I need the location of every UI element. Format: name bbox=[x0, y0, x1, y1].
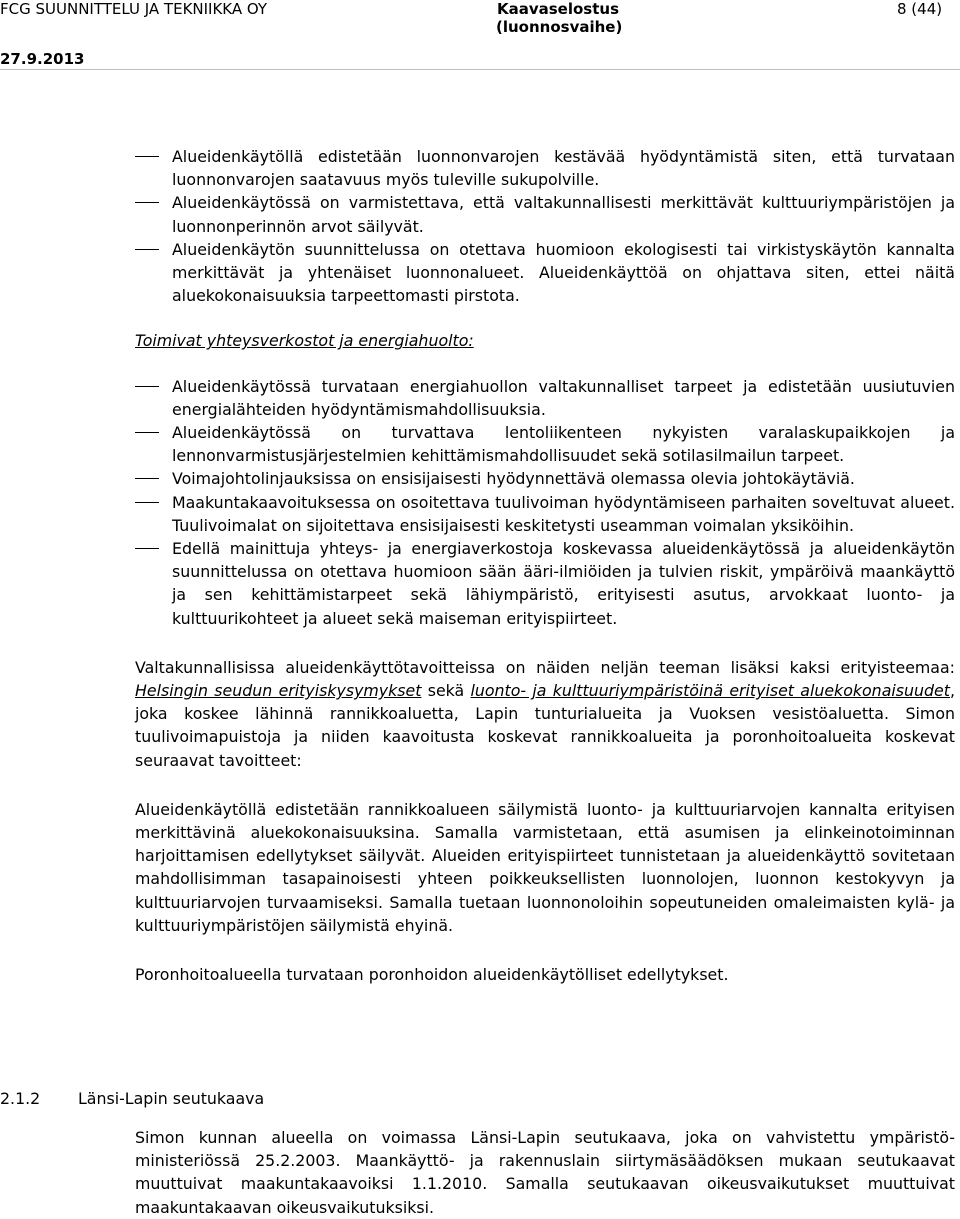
header-rule bbox=[0, 69, 960, 70]
list-item: Alueidenkäytön suunnittelussa on otettava huomioon ekologisesti tai virkistyskäytön kannalta merkittävät ja yhtenäiset luonnonalueet. Alueidenkäyttöä on ohjattava siten, ettei näitä aluekokonaisuuksia tarpeettomasti pirstota. bbox=[135, 238, 955, 308]
list-item: Alueidenkäytössä on varmistettava, että valtakunnallisesti merkittävät kulttuuriympäristöjen ja luonnonperinnön arvot säilyvät. bbox=[135, 191, 955, 237]
document-date: 27.9.2013 bbox=[0, 50, 85, 68]
paragraph-coastal: Alueidenkäytöllä edistetään rannikkoalueen säilymistä luonto- ja kulttuuriarvojen kannalta erityisen merkittävinä aluekokonaisuuksina. Samalla varmistetaan, että asumisen ja elinkeinotoiminnan harjoittamisen edellytykset säilyvät. Alueiden erityispiirteet tunnistetaan ja alueidenkäyttö sovitetaan mahdollisimman tasapainoisesti yhteen poikkeuksellisten luonnolojen, luonnon kestokyvyn ja kulttuuriarvojen turvaamiseksi. Samalla tuetaan luonnonoloihin sopeutuneiden omaleimaisten kylä- ja kulttuuriympäristöjen säilymistä ehyinä. bbox=[135, 799, 955, 935]
dash-bullet-icon bbox=[135, 202, 159, 203]
spacer bbox=[135, 630, 955, 656]
spacer bbox=[135, 307, 955, 329]
spacer bbox=[135, 772, 955, 798]
document-title: Kaavaselostus bbox=[496, 0, 620, 18]
spacer bbox=[135, 937, 955, 963]
section-heading bbox=[0, 1087, 264, 1110]
dash-bullet-icon bbox=[135, 156, 159, 157]
company-name: FCG SUUNNITTELU JA TEKNIIKKA OY bbox=[0, 0, 268, 18]
page-number: 8 (44) bbox=[897, 0, 943, 18]
dash-bullet-icon bbox=[135, 432, 159, 433]
subheading: Toimivat yhteysverkostot ja energiahuolto: bbox=[135, 331, 474, 351]
goals-list-1 bbox=[135, 145, 955, 307]
section-title: Länsi-Lapin seutukaava bbox=[78, 1089, 265, 1108]
dash-bullet-icon bbox=[135, 478, 159, 479]
list-item: Alueidenkäytöllä edistetään luonnonvarojen kestävää hyödyntämistä siten, että turvataan luonnonvarojen saatavuus myös tuleville sukupolville. bbox=[135, 145, 955, 191]
dash-bullet-icon bbox=[135, 502, 159, 503]
document-body bbox=[135, 145, 955, 986]
theme-link-helsinki: Helsingin seudun erityiskysymykset bbox=[135, 681, 422, 701]
dash-bullet-icon bbox=[135, 548, 159, 549]
page-header bbox=[0, 0, 960, 70]
list-item: Alueidenkäytössä on turvattava lentoliikenteen nykyisten varalaskupaikkojen ja lennonvarmistusjärjestelmien kehittämismahdollisuudet sekä sotilasilmailun tarpeet. bbox=[135, 421, 955, 467]
document-title-block bbox=[496, 0, 623, 36]
section-body bbox=[135, 1126, 955, 1219]
goals-list-2 bbox=[135, 375, 955, 630]
paragraph-special-themes: Valtakunnallisissa alueidenkäyttötavoitteissa on näiden neljän teeman lisäksi kaksi erityisteemaa: Helsingin seudun erityiskysymykset sekä luonto- ja kulttuuriympäristöinä erityiset aluekokonaisuudet, joka koskee lähinnä rannikkoaluetta, Lapin tunturialueita ja Vuoksen vesistöaluetta. Simon tuulivoimapuistoja ja niiden kaavoitusta koskevat rannikkoalueita ja poronhoitoalueita koskevat seuraavat tavoitteet: bbox=[135, 657, 955, 770]
list-item: Maakuntakaavoituksessa on osoitettava tuulivoiman hyödyntämiseen parhaiten soveltuvat alueet. Tuulivoimalat on sijoitettava ensisijaisesti keskitetysti useamman voimalan yksiköihin. bbox=[135, 491, 955, 537]
paragraph-reindeer: Poronhoitoalueella turvataan poronhoidon alueidenkäytölliset edellytykset. bbox=[135, 965, 729, 985]
list-item: Edellä mainittuja yhteys- ja energiaverkostoja koskevassa alueidenkäytössä ja alueidenkäytön suunnittelussa on otettava huomioon sään ääri-ilmiöiden ja tulvien riskit, ympäröivä maankäyttö ja sen kehittämistarpeet sekä lähiympäristö, erityisesti asutus, arvokkaat luonto- ja kulttuurikohteet ja alueet sekä maiseman erityispiirteet. bbox=[135, 537, 955, 630]
dash-bullet-icon bbox=[135, 249, 159, 250]
section-number: 2.1.2 bbox=[0, 1089, 41, 1108]
list-item: Alueidenkäytössä turvataan energiahuollon valtakunnalliset tarpeet ja edistetään uusiutuvien energialähteiden hyödyntämismahdollisuuksia. bbox=[135, 375, 955, 421]
spacer bbox=[135, 353, 955, 375]
list-item: Voimajohtolinjauksissa on ensisijaisesti hyödynnettävä olemassa olevia johtokäytäviä. bbox=[135, 467, 955, 490]
dash-bullet-icon bbox=[135, 386, 159, 387]
document-subtitle: (luonnosvaihe) bbox=[496, 18, 623, 36]
paragraph-regional-plan: Simon kunnan alueella on voimassa Länsi-Lapin seutukaava, joka on vahvistettu ympäristö-ministeriössä 25.2.2003. Maankäyttö- ja rakennuslain siirtymäsäädöksen mukaan seutukaavat muuttuivat maakuntakaavoiksi 1.1.2010. Samalla seutukaavan oikeusvaikutukset muuttuivat maakuntakaavan oikeusvaikutuksiksi. bbox=[135, 1128, 955, 1217]
theme-link-nature-culture: luonto- ja kulttuuriympäristöinä erityiset aluekokonaisuudet bbox=[470, 681, 950, 701]
